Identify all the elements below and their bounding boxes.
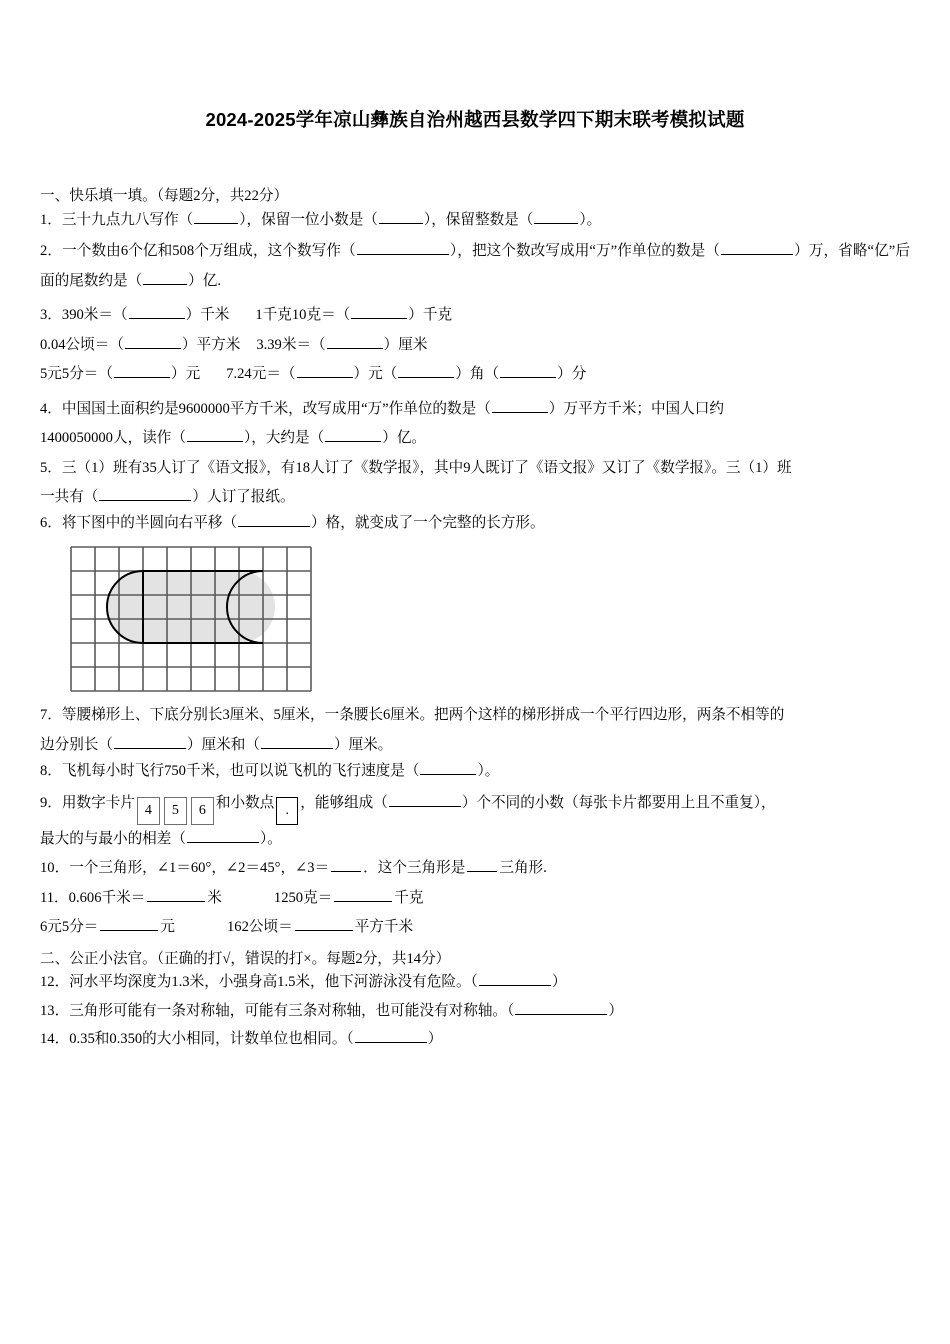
q9-number: 9．: [40, 794, 62, 811]
q5-number: 5．: [40, 459, 62, 476]
q1-text-2: ），保留一位小数是（: [239, 211, 378, 228]
number-card-4[interactable]: 4: [137, 797, 160, 825]
q3-blank-7[interactable]: [398, 363, 454, 378]
q9-blank-1[interactable]: [389, 792, 461, 807]
q3-blank-2[interactable]: [351, 304, 407, 319]
q5-blank-1[interactable]: [99, 486, 191, 501]
q12-blank-1[interactable]: [479, 971, 551, 986]
q6-blank-1[interactable]: [238, 513, 310, 528]
q3-blank-8[interactable]: [500, 363, 556, 378]
q4-text-1: 中国国土面积约是9600000平方千米，改写成用“万”作单位的数是（: [61, 400, 491, 417]
question-8: [40, 760, 910, 784]
q4-blank-3[interactable]: [325, 427, 381, 442]
q9-blank-2[interactable]: [187, 828, 259, 843]
q10-text-2: ．这个三角形是: [363, 860, 466, 877]
q5-text-1: 三（1）班有35人订了《语文报》，有18人订了《数学报》，其中9人既订了《语文报》又订了《数学报》。三（1）班: [61, 459, 792, 476]
q11-line-2: [40, 913, 910, 942]
q3-number: 3．: [40, 307, 62, 324]
q11-text-2b: 元: [160, 919, 175, 936]
q5-line-2: [40, 483, 910, 512]
q2-text-2: ），把这个数改写成用“万”作单位的数是（: [449, 243, 721, 260]
question-2: [40, 237, 910, 296]
q6-figure: [70, 546, 910, 692]
q10-text-1: 一个三角形，∠1＝60°，∠2＝45°，∠3＝: [69, 860, 330, 877]
q3-blank-1[interactable]: [129, 304, 185, 319]
q10-text-3: 三角形.: [499, 860, 547, 877]
q11-line-1: [40, 884, 910, 913]
q11-blank-3[interactable]: [100, 916, 158, 931]
q11-number: 11．: [40, 889, 69, 906]
q3-line-2: [40, 331, 910, 360]
q14-blank-1[interactable]: [355, 1029, 427, 1044]
q13-blank-1[interactable]: [515, 1000, 607, 1015]
q14-text-2: ）: [427, 1031, 443, 1048]
q3-text-3a: 5元5分＝（: [40, 366, 113, 383]
q3-text-3b: ）元: [170, 366, 201, 383]
q2-blank-3[interactable]: [143, 270, 187, 285]
q3-text-3f: ）分: [557, 366, 587, 383]
q2-text-4: ）亿.: [188, 272, 222, 289]
q7-number: 7．: [40, 707, 62, 724]
q1-number: 1．: [40, 211, 62, 228]
q4-text-5: ）亿。: [382, 430, 427, 447]
q11-blank-1[interactable]: [147, 887, 205, 902]
q4-number: 4．: [40, 400, 62, 417]
q3-text-2b: ）平方米: [181, 336, 241, 353]
q1-text-4: ）。: [579, 211, 602, 228]
question-5: [40, 454, 910, 513]
q11-text-2c: 162公顷＝: [227, 919, 293, 936]
q6-text-2: ）格，就变成了一个完整的长方形。: [311, 515, 545, 532]
q3-text-2c: 3.39米＝（: [256, 336, 326, 353]
q11-blank-4[interactable]: [295, 916, 353, 931]
page-title: 2024-2025学年凉山彝族自治州越西县数学四下期末联考模拟试题: [205, 109, 745, 130]
q4-blank-2[interactable]: [187, 427, 243, 442]
q10-blank-1[interactable]: [331, 857, 361, 872]
q3-text-3d: ）元（: [353, 366, 398, 383]
q5-text-2: 一共有（: [40, 489, 99, 505]
question-13: [40, 1000, 910, 1024]
q6-number: 6．: [40, 515, 62, 532]
q14-number: 14．: [40, 1031, 70, 1048]
grid-lines: [71, 547, 311, 691]
q2-blank-2[interactable]: [721, 240, 793, 255]
q9-text-1: 用数字卡片: [61, 794, 135, 811]
q1-blank-3[interactable]: [534, 209, 578, 224]
decimal-point-card[interactable]: .: [276, 797, 298, 825]
q11-text-1b: 米: [207, 889, 222, 906]
q3-text-3e: ）角（: [455, 366, 500, 383]
q11-text-2d: 平方千米: [354, 919, 414, 936]
section-heading-fill-in: 一、快乐填一填。（每题2分，共22分）: [40, 187, 289, 204]
q3-text-1c: 1千克10克＝（: [255, 307, 351, 324]
q4-text-4: ），大约是（: [243, 430, 325, 447]
q11-text-1d: 千克: [394, 889, 424, 906]
q3-blank-5[interactable]: [114, 363, 170, 378]
q3-text-1b: ）千米: [185, 307, 230, 324]
q9-line-1: [40, 789, 910, 825]
q2-blank-1[interactable]: [357, 240, 449, 255]
question-1: [40, 209, 910, 233]
q2-number: 2．: [40, 243, 63, 260]
q1-blank-2[interactable]: [379, 209, 423, 224]
number-card-5[interactable]: 5: [164, 797, 187, 825]
q8-text-2: ）。: [477, 763, 500, 780]
q5-line-1: [40, 454, 910, 483]
q8-text-1: 飞机每小时飞行750千米，也可以说飞机的飞行速度是（: [61, 763, 420, 780]
q3-text-2a: 0.04公顷＝（: [40, 336, 124, 353]
q3-line-1: [40, 301, 910, 330]
q4-blank-1[interactable]: [492, 398, 548, 413]
question-7: [40, 701, 910, 760]
q7-line-1: [40, 701, 910, 730]
q13-text-1: 三角形可能有一条对称轴，可能有三条对称轴，也可能没有对称轴。（: [69, 1002, 515, 1019]
q2-text-1: 一个数由6个亿和508个万组成，这个数写作（: [62, 243, 356, 260]
q7-text-3: ）厘米和（: [186, 736, 260, 753]
q6-text-1: 将下图中的半圆向右平移（: [61, 515, 238, 532]
q11-text-2a: 6元5分＝: [40, 919, 99, 936]
q1-text-3: ），保留整数是（: [423, 211, 534, 228]
q3-blank-6[interactable]: [297, 363, 353, 378]
q2-text-3: ）万，省略“亿”后面的尾数约是（: [40, 243, 910, 289]
q3-text-3c: 7.24元＝（: [226, 366, 296, 383]
number-card-6[interactable]: 6: [191, 797, 214, 825]
q10-number: 10．: [40, 860, 70, 877]
q9-text-6: ）。: [259, 830, 282, 847]
q3-text-1a: 390米＝（: [61, 307, 128, 324]
q12-text-2: ）: [551, 974, 567, 991]
question-14: [40, 1028, 910, 1052]
q11-text-1a: 0.606千米＝: [68, 889, 146, 906]
question-3: [40, 301, 910, 389]
q3-text-1d: ）千克: [408, 307, 453, 324]
q7-text-1: 等腰梯形上、下底分别长3厘米、5厘米，一条腰长6厘米。把两个这样的梯形拼成一个平行四边形，两条不相等的: [61, 707, 785, 724]
q9-text-5: 最大的与最小的相差（: [40, 830, 186, 847]
q9-text-2: 和小数点: [215, 794, 275, 811]
q3-blank-4[interactable]: [327, 334, 383, 349]
q4-text-2: ）万平方千米；中国人口约: [548, 400, 724, 417]
q7-text-4: ）厘米。: [333, 736, 393, 753]
question-4: [40, 395, 910, 454]
q4-line-2: [40, 424, 910, 453]
section-heading-true-false: 二、公正小法官。（正确的打√，错误的打×。每题2分，共14分）: [40, 950, 451, 967]
q9-text-4: ）个不同的小数（每张卡片都要用上且不重复），: [461, 794, 776, 811]
q11-blank-2[interactable]: [334, 887, 392, 902]
q3-line-3: [40, 360, 910, 389]
question-10: [40, 854, 910, 883]
question-6: [40, 512, 910, 536]
q12-number: 12．: [40, 974, 70, 991]
q10-blank-2[interactable]: [467, 857, 497, 872]
q7-text-2: 边分别长（: [40, 736, 113, 753]
question-12: [40, 971, 910, 995]
q1-text-1: 三十九点九八写作（: [61, 211, 194, 228]
q7-blank-1[interactable]: [114, 734, 186, 749]
q7-blank-2[interactable]: [261, 734, 333, 749]
semicircle-translation-grid-svg: [70, 546, 312, 692]
q8-number: 8．: [40, 763, 62, 780]
q5-text-3: ）人订了报纸。: [192, 489, 295, 505]
q1-blank-1[interactable]: [194, 209, 238, 224]
q12-text-1: 河水平均深度为1.3米，小强身高1.5米，他下河游泳没有危险。（: [69, 974, 478, 991]
q13-number: 13．: [40, 1002, 70, 1019]
q9-line-2: [40, 825, 910, 854]
q9-text-3: ，能够组成（: [300, 794, 388, 811]
q8-blank-1[interactable]: [420, 760, 476, 775]
q4-text-3: 1400050000人，读作（: [40, 430, 186, 447]
question-11: [40, 884, 910, 943]
q4-line-1: [40, 395, 910, 424]
exam-body: [40, 185, 910, 1052]
q13-text-2: ）: [608, 1002, 623, 1019]
q3-blank-3[interactable]: [125, 334, 181, 349]
q3-text-2d: ）厘米: [383, 336, 428, 353]
q11-text-1c: 1250克＝: [273, 889, 333, 906]
q14-text-1: 0.35和0.350的大小相同，计数单位也相同。（: [69, 1031, 354, 1048]
question-9: [40, 789, 910, 854]
q7-line-2: [40, 731, 910, 760]
